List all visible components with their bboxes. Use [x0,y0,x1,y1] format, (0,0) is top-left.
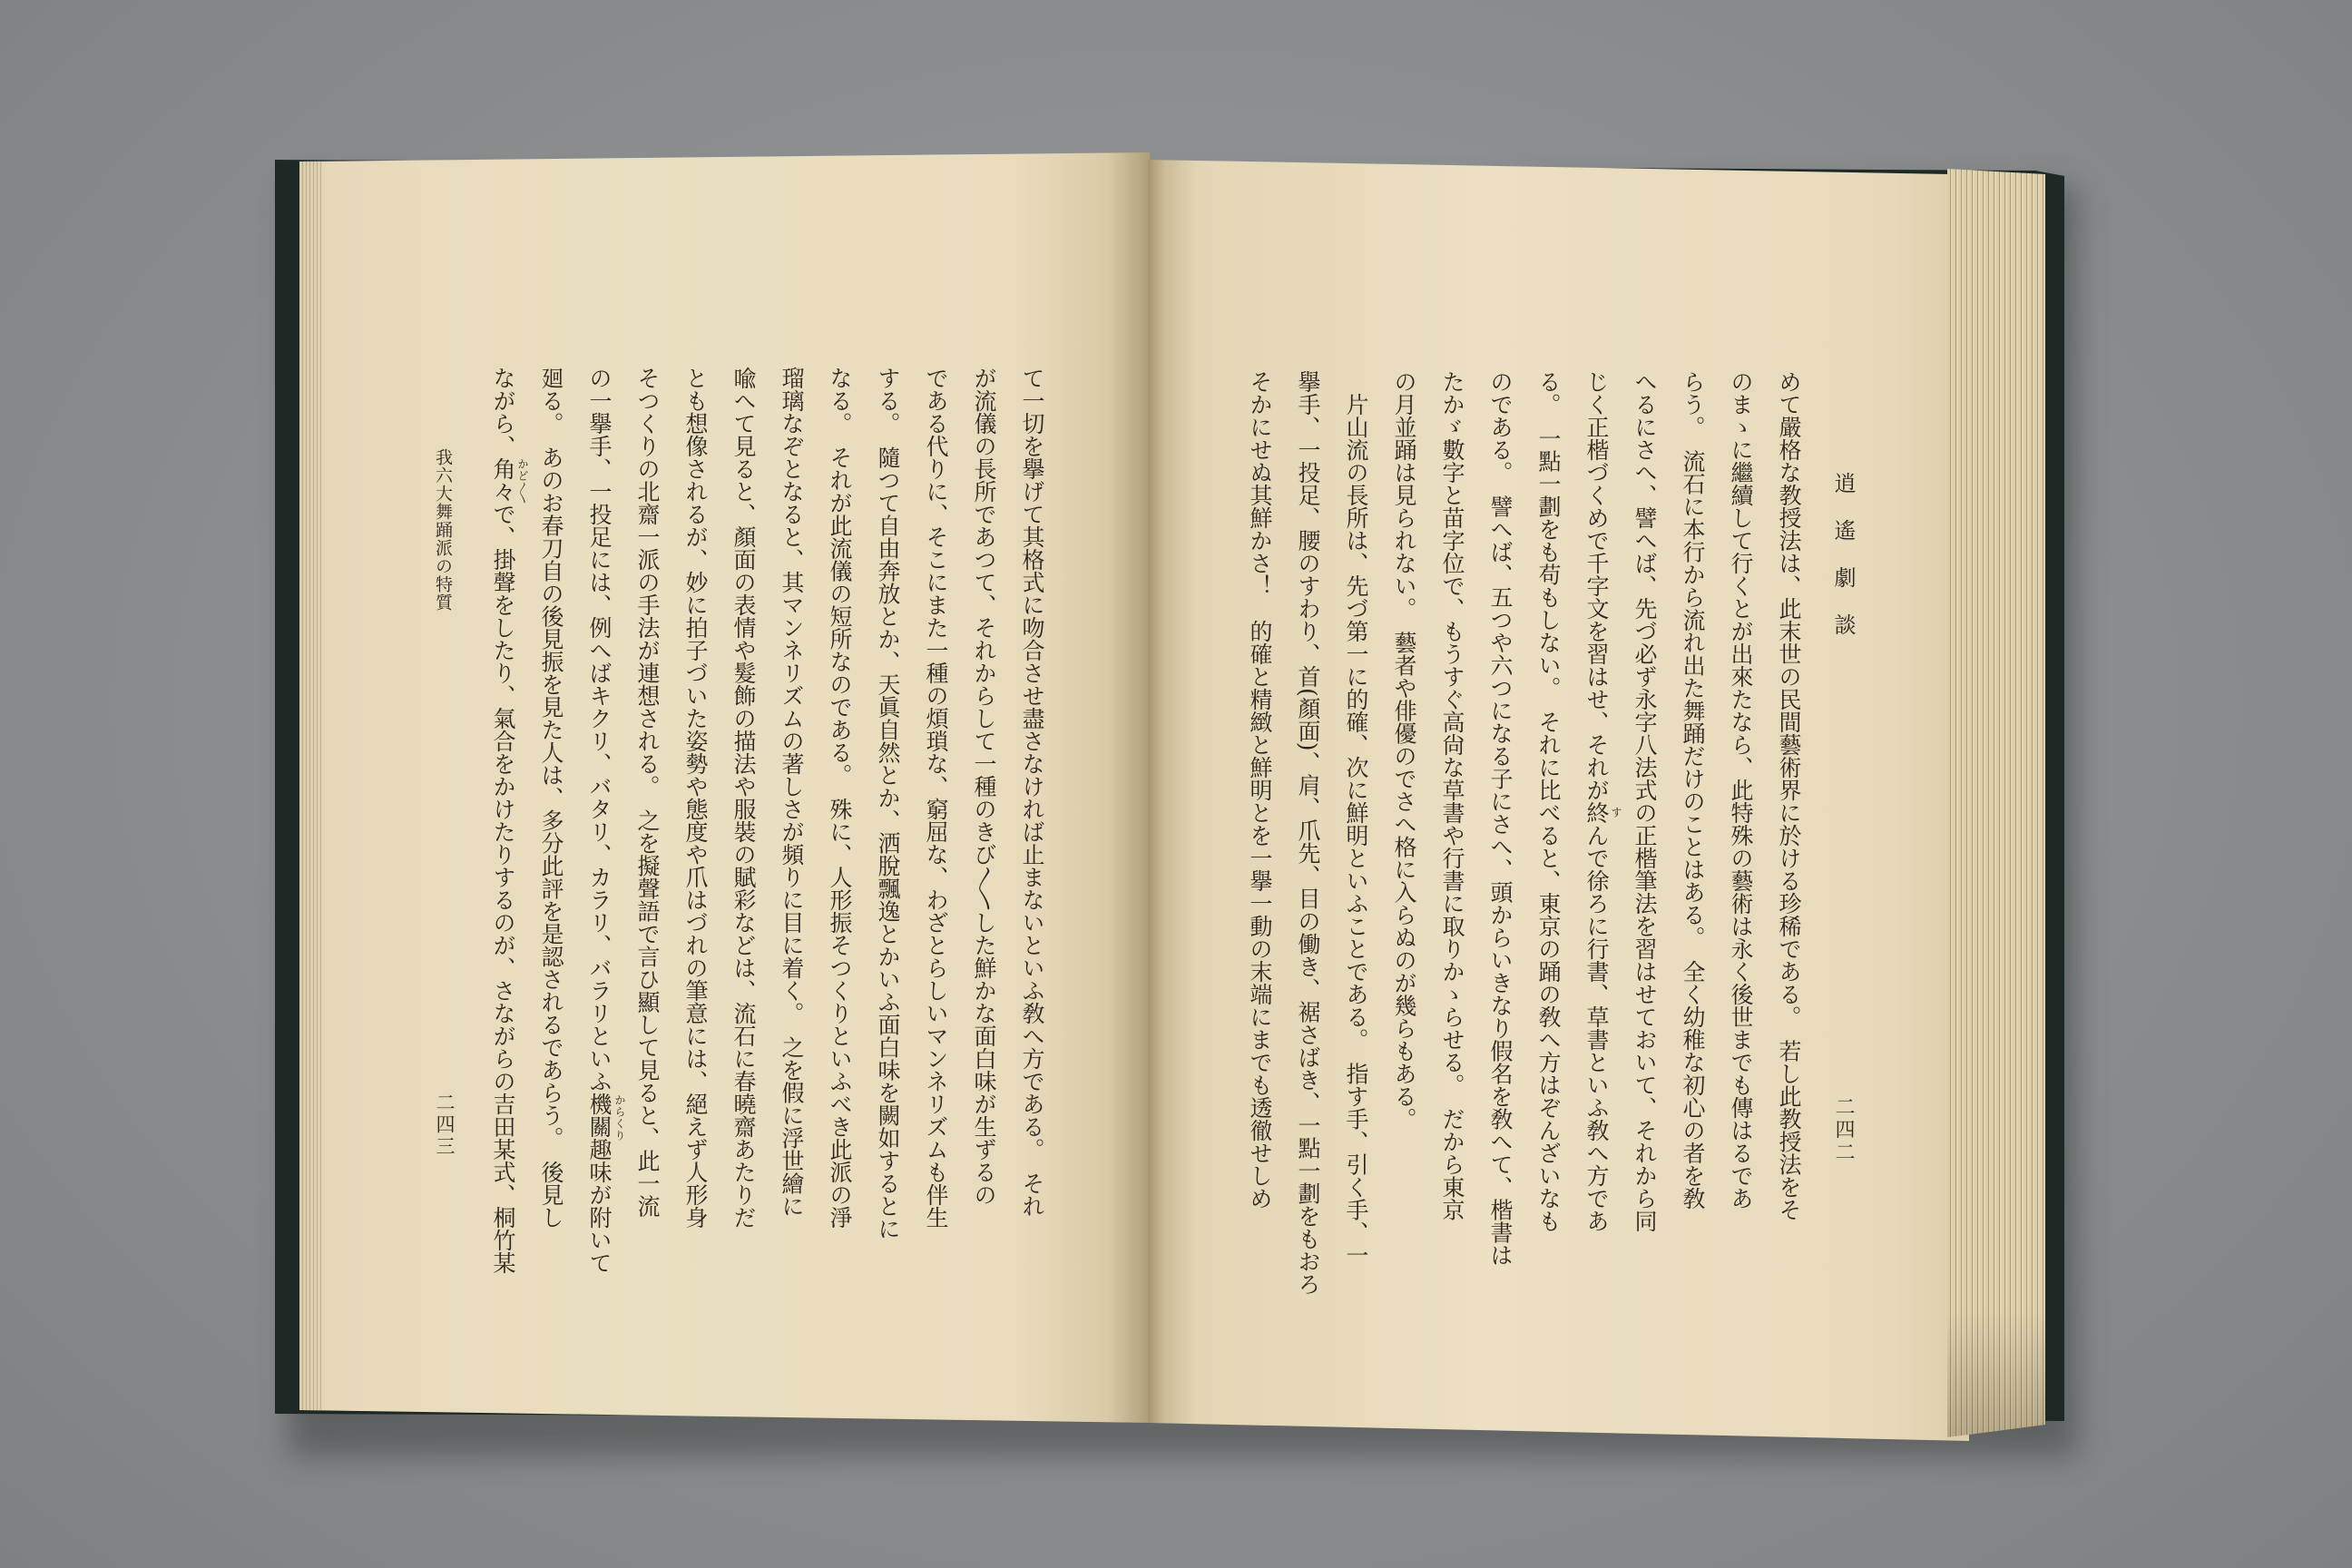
text-column: めて嚴格な教授法は、此末世の民間藝術界に於ける珍稀である。 若し此教授法をそ [1776,370,1802,1221]
running-title: 我六大舞踊派の特質 [433,448,453,612]
page-number: 二四二 [1832,1096,1855,1164]
text-column: て一切を擧げて其格式に吻合させ盡さなければ止まないといふ敎へ方である。 それ [1019,367,1045,1218]
page-number: 二四三 [434,1093,456,1158]
text-column: る。 一點一劃をも苟もしない。 それに比べると、東京の踊の敎へ方はぞんざいなも [1535,370,1562,1232]
text-column: の月並踊は見られない。 藝者や俳優のでさへ格に入らぬのが幾らもある。 [1391,370,1417,1131]
furigana: かど〱 [516,458,529,505]
text-column: のまゝに繼續して行くとが出來たなら、此特殊の藝術は永く後世までも傳はるであ [1728,370,1754,1210]
text-column: ながら、角々で、掛聲をしたり、氣合をかけたりするのが、さながらの吉田某式、桐竹某 [490,367,516,1274]
left-page-edges [299,152,321,1425]
text-column: じく正楷づくめで千字文を習はせ、それが終んで徐ろに行書、草書といふ敎へ方であ [1583,370,1610,1232]
text-column: 片山流の長所は、先づ第一に的確、次に鮮明といふことである。 指す手、引く手、一 [1343,370,1369,1267]
text-column: である代りに、そこにまた一種の煩瑣な、窮屈な、わざとらしいマンネリズムも伴生 [923,367,949,1229]
page-stack-edges [1947,169,2045,1437]
text-column: らう。 流石に本行から流れ出た舞踊だけのことはある。 全く幼稚な初心の者を敎 [1680,370,1706,1210]
text-column: へるにさへ、譬へば、先づ必ず永字八法式の正楷筆法を習はせておいて、それから同 [1632,370,1658,1232]
text-column: たかゞ數字と苗字位で、もうすぐ高尙な草書や行書に取りかゝらせる。 だから東京 [1439,370,1465,1221]
left-page-text [479,367,1056,1328]
text-column: が流儀の長所であつて、それからして一種のきび〱した鮮かな面白味が生ずるの [971,367,997,1206]
text-column: のである。 譬へば、五つや六つになる子にさへ、頭からいきなり假名を敎へて、楷書は [1487,370,1514,1267]
text-column: する。 隨つて自由奔放とか、天眞自然とか、洒脫飄逸とかいふ面白味を闕如するとに [875,367,901,1240]
furigana: す [1610,807,1622,818]
text-column: とも想像されるが、妙に拍子づいた姿勢や態度や爪はづれの筆意には、絕えず人形身 [682,367,709,1229]
text-column: 擧手、一投足、腰のすわり、首(顏面)、肩、爪先、目の働き、裾さばき、一點一劃をもおろ [1295,370,1321,1296]
text-column: の一擧手、一投足には、例へばキクリ、バタリ、カラリ、バラリといふ機關趣味が附いて [586,367,612,1274]
text-column: 瑠璃なぞとなると、其マンネリズムの著しさが頻りに目に着く。 之を假に浮世繪に [779,367,805,1218]
running-title: 逍遙劇談 [1830,472,1856,661]
text-column: 廻る。 あのお春刀自の後見振を見た人は、多分此評を是認されるであらう。 後見し [538,367,564,1229]
furigana: からくり [613,1094,626,1142]
text-column: そつくりの北齋一派の手法が連想される。 之を擬聲語で言ひ顯して見ると、此一流 [634,367,661,1218]
text-column: 喩へて見ると、顏面の表情や髮飾の描法や服裝の賦彩などは、流石に春曉齋あたりだ [730,367,757,1229]
text-column: そかにせぬ其鮮かさ！ 的確と精緻と鮮明とを一擧一動の末端にまでも透徹せしめ [1247,370,1273,1210]
right-page-text [1236,370,1813,1332]
text-column: なる。 それが此流儀の短所なのである。 殊に、人形振そつくりといふべき此派の淨 [827,367,853,1229]
